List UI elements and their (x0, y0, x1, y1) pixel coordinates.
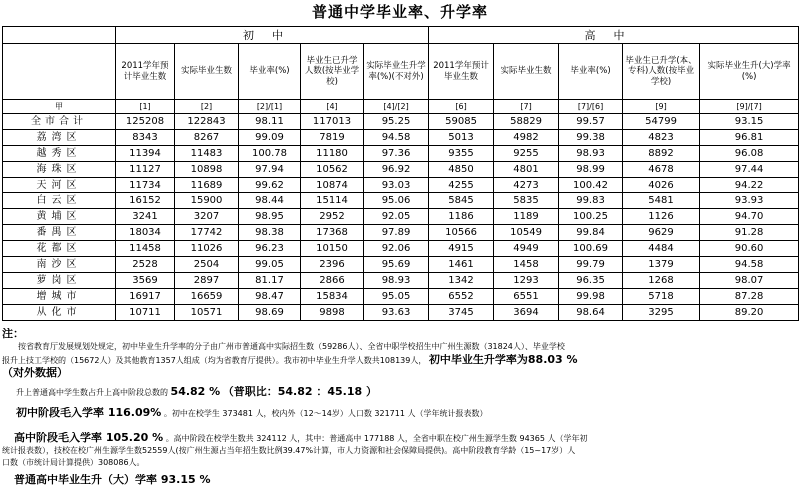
col-header-junior-promote-rate: 实际毕业生升学率(%)(不对外) (364, 44, 429, 100)
col-header-senior-expected: 2011学年预计毕业生数 (429, 44, 494, 100)
value-cell: 98.11 (239, 114, 301, 130)
value-cell: 95.05 (364, 288, 429, 304)
value-cell: 3694 (494, 304, 559, 320)
value-cell: 4850 (429, 161, 494, 177)
value-cell: 4915 (429, 241, 494, 257)
value-cell: 5835 (494, 193, 559, 209)
table-row (3, 241, 799, 257)
value-cell: 11127 (116, 161, 175, 177)
index-cell: [6] (429, 100, 494, 114)
value-cell: 8267 (175, 129, 239, 145)
col-header-junior-actual: 实际毕业生数 (175, 44, 239, 100)
value-cell: 99.62 (239, 177, 301, 193)
table-row-total (3, 114, 799, 130)
index-cell: [1] (116, 100, 175, 114)
value-cell: 8343 (116, 129, 175, 145)
header-column-row (3, 44, 799, 100)
value-cell: 95.25 (364, 114, 429, 130)
value-cell: 100.69 (559, 241, 623, 257)
value-cell: 10874 (301, 177, 364, 193)
col-header-junior-expected: 2011学年预计毕业生数 (116, 44, 175, 100)
value-cell: 93.63 (364, 304, 429, 320)
value-cell: 100.42 (559, 177, 623, 193)
value-cell: 16659 (175, 288, 239, 304)
value-cell: 98.69 (239, 304, 301, 320)
table-row (3, 288, 799, 304)
index-cell: [7] (494, 100, 559, 114)
district-name-cell: 黄埔区 (3, 209, 116, 225)
value-cell: 4273 (494, 177, 559, 193)
table-row (3, 209, 799, 225)
value-cell: 94.22 (700, 177, 799, 193)
table-row (3, 129, 799, 145)
value-cell: 92.05 (364, 209, 429, 225)
col-header-junior-promoted: 毕业生已升学人数(按毕业学校) (301, 44, 364, 100)
value-cell: 10711 (116, 304, 175, 320)
value-cell: 3745 (429, 304, 494, 320)
value-cell: 8892 (623, 145, 700, 161)
value-cell: 98.95 (239, 209, 301, 225)
value-cell: 15834 (301, 288, 364, 304)
index-cell: [4] (301, 100, 364, 114)
value-cell: 89.20 (700, 304, 799, 320)
index-cell: [9]/[7] (700, 100, 799, 114)
value-cell: 93.03 (364, 177, 429, 193)
value-cell: 1461 (429, 257, 494, 273)
value-cell: 10571 (175, 304, 239, 320)
value-cell: 9629 (623, 225, 700, 241)
general-vocational-ratio: （普职比：54.82 ：45.18 ） (222, 386, 377, 398)
index-cell: [2] (175, 100, 239, 114)
value-cell: 87.28 (700, 288, 799, 304)
page-title: 普通中学毕业率、升学率 (311, 3, 488, 21)
value-cell: 99.83 (559, 193, 623, 209)
value-cell: 9355 (429, 145, 494, 161)
district-name-cell: 越秀区 (3, 145, 116, 161)
value-cell: 11689 (175, 177, 239, 193)
value-cell: 7819 (301, 129, 364, 145)
value-cell: 4823 (623, 129, 700, 145)
value-cell: 94.58 (700, 257, 799, 273)
value-cell: 98.44 (239, 193, 301, 209)
value-cell: 10549 (494, 225, 559, 241)
table-row (3, 145, 799, 161)
value-cell: 125208 (116, 114, 175, 130)
value-cell: 5481 (623, 193, 700, 209)
value-cell: 11180 (301, 145, 364, 161)
value-cell: 117013 (301, 114, 364, 130)
district-name-cell: 增城市 (3, 288, 116, 304)
note-paragraph-2: 升上普通高中学生数占升上高中阶段总数的 (16, 388, 171, 397)
value-cell: 94.70 (700, 209, 799, 225)
value-cell: 4255 (429, 177, 494, 193)
notes-section (2, 328, 798, 488)
value-cell: 96.08 (700, 145, 799, 161)
value-cell: 3569 (116, 272, 175, 288)
note-paragraph-1-line-1: 按省教育厅发展规划处规定，初中毕业生升学率的分子由广州市普通高中实际招生数（59286人）、全省中职学校招生中广州生源数（31824人）、毕业学校 (18, 342, 565, 351)
value-cell: 99.84 (559, 225, 623, 241)
table-row (3, 304, 799, 320)
value-cell: 1268 (623, 272, 700, 288)
value-cell: 99.05 (239, 257, 301, 273)
value-cell: 3241 (116, 209, 175, 225)
note-paragraph-4-line-1: 。高中阶段在校学生数共 324112 人，其中：普通高中 177188 人，全省中职在校广州生源学生数 94365 人（学年初 (165, 434, 588, 443)
value-cell: 18034 (116, 225, 175, 241)
value-cell: 5013 (429, 129, 494, 145)
value-cell: 1293 (494, 272, 559, 288)
value-cell: 97.89 (364, 225, 429, 241)
value-cell: 99.38 (559, 129, 623, 145)
value-cell: 92.06 (364, 241, 429, 257)
value-cell: 1126 (623, 209, 700, 225)
header-group-blank (3, 27, 116, 44)
value-cell: 11458 (116, 241, 175, 257)
value-cell: 4678 (623, 161, 700, 177)
district-name-cell: 白云区 (3, 193, 116, 209)
col-header-senior-grad-rate: 毕业率(%) (559, 44, 623, 100)
header-group-row (3, 27, 799, 44)
value-cell: 3295 (623, 304, 700, 320)
value-cell: 2396 (301, 257, 364, 273)
table-row (3, 225, 799, 241)
value-cell: 11026 (175, 241, 239, 257)
col-header-district (3, 44, 116, 100)
value-cell: 81.17 (239, 272, 301, 288)
value-cell: 6551 (494, 288, 559, 304)
value-cell: 1379 (623, 257, 700, 273)
junior-gross-enrollment-rate: 初中阶段毛入学率 116.09% (16, 407, 162, 419)
index-cell: [2]/[1] (239, 100, 301, 114)
value-cell: 2504 (175, 257, 239, 273)
value-cell: 17368 (301, 225, 364, 241)
value-cell: 4982 (494, 129, 559, 145)
note-paragraph-3: 。初中在校学生 373481 人，校内外（12～14岁）人口数 321711 人（学年统计报表数） (163, 409, 488, 418)
value-cell: 96.92 (364, 161, 429, 177)
value-cell: 98.93 (559, 145, 623, 161)
external-data-note: （对外数据） (2, 367, 68, 379)
value-cell: 54799 (623, 114, 700, 130)
value-cell: 59085 (429, 114, 494, 130)
value-cell: 99.79 (559, 257, 623, 273)
value-cell: 97.44 (700, 161, 799, 177)
index-cell: [9] (623, 100, 700, 114)
value-cell: 98.99 (559, 161, 623, 177)
value-cell: 4026 (623, 177, 700, 193)
value-cell: 3207 (175, 209, 239, 225)
value-cell: 96.23 (239, 241, 301, 257)
value-cell: 98.07 (700, 272, 799, 288)
table-row (3, 161, 799, 177)
table-row (3, 193, 799, 209)
notes-label: 注： (2, 328, 24, 340)
value-cell: 11734 (116, 177, 175, 193)
table-row (3, 257, 799, 273)
value-cell: 91.28 (700, 225, 799, 241)
district-name-cell: 天河区 (3, 177, 116, 193)
value-cell: 9255 (494, 145, 559, 161)
note-paragraph-4-line-2: 统计报表数），技校在校广州生源学生数52559人(按广州生源占当年招生数比例39.47%计算，市人力资源和社会保障局提供)。高中阶段教育学龄（15~17岁）人 (2, 446, 576, 455)
value-cell: 100.78 (239, 145, 301, 161)
junior-promotion-rate-highlight: 初中毕业生升学率为88.03 % (428, 354, 578, 366)
value-cell: 1458 (494, 257, 559, 273)
value-cell: 97.36 (364, 145, 429, 161)
value-cell: 122843 (175, 114, 239, 130)
value-cell: 15900 (175, 193, 239, 209)
senior-share-value: 54.82 % (170, 386, 221, 398)
value-cell: 1189 (494, 209, 559, 225)
value-cell: 99.98 (559, 288, 623, 304)
district-name-cell: 萝岗区 (3, 272, 116, 288)
senior-university-promotion-rate: 普通高中毕业生升（大）学率 93.15 % (14, 474, 211, 486)
value-cell: 98.38 (239, 225, 301, 241)
value-cell: 2952 (301, 209, 364, 225)
col-header-senior-promoted: 毕业生已升学(本、专科)人数(按毕业学校) (623, 44, 700, 100)
value-cell: 16152 (116, 193, 175, 209)
value-cell: 100.25 (559, 209, 623, 225)
value-cell: 97.94 (239, 161, 301, 177)
value-cell: 2866 (301, 272, 364, 288)
value-cell: 5845 (429, 193, 494, 209)
value-cell: 2897 (175, 272, 239, 288)
index-cell: 甲 (3, 100, 116, 114)
value-cell: 95.06 (364, 193, 429, 209)
value-cell: 6552 (429, 288, 494, 304)
value-cell: 96.81 (700, 129, 799, 145)
value-cell: 98.64 (559, 304, 623, 320)
value-cell: 4484 (623, 241, 700, 257)
table-row (3, 177, 799, 193)
value-cell: 94.58 (364, 129, 429, 145)
note-paragraph-4-line-3: 口数（市统计局计算提供）308086人。 (2, 458, 145, 467)
data-table (2, 26, 799, 321)
district-name-cell: 全市合计 (3, 114, 116, 130)
value-cell: 1342 (429, 272, 494, 288)
header-group-senior: 高中 (429, 27, 799, 44)
header-group-junior: 初中 (116, 27, 429, 44)
value-cell: 98.93 (364, 272, 429, 288)
col-header-junior-grad-rate: 毕业率(%) (239, 44, 301, 100)
value-cell: 90.60 (700, 241, 799, 257)
value-cell: 10150 (301, 241, 364, 257)
value-cell: 58829 (494, 114, 559, 130)
table-body (3, 114, 799, 321)
value-cell: 98.47 (239, 288, 301, 304)
value-cell: 99.09 (239, 129, 301, 145)
table-row (3, 272, 799, 288)
value-cell: 2528 (116, 257, 175, 273)
value-cell: 10566 (429, 225, 494, 241)
district-name-cell: 从化市 (3, 304, 116, 320)
value-cell: 16917 (116, 288, 175, 304)
value-cell: 5718 (623, 288, 700, 304)
district-name-cell: 南沙区 (3, 257, 116, 273)
value-cell: 11483 (175, 145, 239, 161)
district-name-cell: 番禺区 (3, 225, 116, 241)
index-cell: [4]/[2] (364, 100, 429, 114)
senior-gross-enrollment-rate: 高中阶段毛入学率 105.20 % (14, 432, 164, 444)
value-cell: 4801 (494, 161, 559, 177)
col-header-senior-actual: 实际毕业生数 (494, 44, 559, 100)
value-cell: 99.57 (559, 114, 623, 130)
value-cell: 4949 (494, 241, 559, 257)
value-cell: 93.15 (700, 114, 799, 130)
value-cell: 10898 (175, 161, 239, 177)
value-cell: 17742 (175, 225, 239, 241)
district-name-cell: 花都区 (3, 241, 116, 257)
value-cell: 93.93 (700, 193, 799, 209)
index-row (3, 100, 799, 114)
value-cell: 95.69 (364, 257, 429, 273)
value-cell: 11394 (116, 145, 175, 161)
district-name-cell: 荔湾区 (3, 129, 116, 145)
value-cell: 96.35 (559, 272, 623, 288)
value-cell: 15114 (301, 193, 364, 209)
district-name-cell: 海珠区 (3, 161, 116, 177)
col-header-senior-promote-rate: 实际毕业生升(大)学率(%) (700, 44, 799, 100)
note-paragraph-1-line-2: 报升上技工学校的（15672人）及其他教育1357人组成（均为省教育厅提供）。我市初中毕业生升学人数共108139人， (2, 356, 427, 365)
value-cell: 9898 (301, 304, 364, 320)
value-cell: 1186 (429, 209, 494, 225)
index-cell: [7]/[6] (559, 100, 623, 114)
value-cell: 10562 (301, 161, 364, 177)
